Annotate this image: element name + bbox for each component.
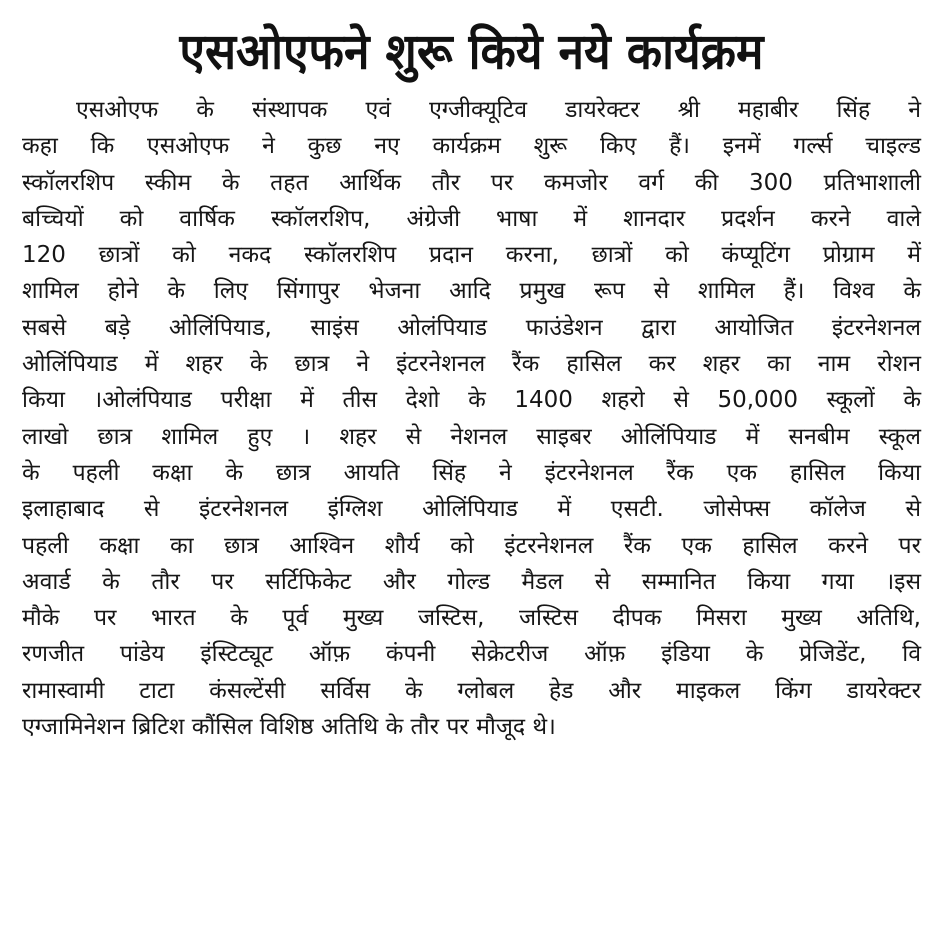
article-line: रणजीत पांडेय इंस्टिट्यूट ऑफ़ कंपनी सेक्रेटरीज ऑफ़ इंडिया के प्रेजिडेंट, वि [22, 641, 921, 668]
article-line: लाखो छात्र शामिल हुए । शहर से नेशनल साइबर ओलिंपियाड में सनबीम स्कूल [22, 423, 921, 450]
article-line: एग्जामिनेशन ब्रिटिश कौंसिल विशिष्ठ अतिथि के तौर पर मौजूद थे। [22, 714, 556, 741]
article-line: बच्चियों को वार्षिक स्कॉलरशिप, अंग्रेजी भाषा में शानदार प्रदर्शन करने वाले [22, 205, 921, 232]
article-line: 120 छात्रों को नकद स्कॉलरशिप प्रदान करना, छात्रों को कंप्यूटिंग प्रोग्राम में [22, 242, 921, 269]
article-line: किया ।ओलंपियाड परीक्षा में तीस देशो के 1400 शहरो से 50,000 स्कूलों के [22, 387, 921, 414]
article-line: पहली कक्षा का छात्र आश्विन शौर्य को इंटरनेशनल रैंक एक हासिल करने पर [22, 532, 921, 559]
article-line: मौके पर भारत के पूर्व मुख्य जस्टिस, जस्टिस दीपक मिसरा मुख्य अतिथि, [22, 605, 921, 632]
article-line: शामिल होने के लिए सिंगापुर भेजना आदि प्रमुख रूप से शामिल हैं। विश्व के [22, 278, 921, 305]
article-line: इलाहाबाद से इंटरनेशनल इंग्लिश ओलिंपियाड में एसटी. जोसेफ्स कॉलेज से [22, 496, 921, 523]
article-line: रामास्वामी टाटा कंसल्टेंसी सर्विस के ग्लोबल हेड और माइकल किंग डायरेक्टर [22, 677, 921, 704]
article-line: स्कॉलरशिप स्कीम के तहत आर्थिक तौर पर कमजोर वर्ग की 300 प्रतिभाशाली [22, 169, 921, 196]
article-line: एसओएफ के संस्थापक एवं एग्जीक्यूटिव डायरेक्टर श्री महाबीर सिंह ने [76, 97, 921, 123]
article-line: कहा कि एसओएफ ने कुछ नए कार्यक्रम शुरू किए हैं। इनमें गर्ल्स चाइल्ड [22, 133, 921, 160]
article-body [22, 92, 921, 745]
article-line: सबसे बड़े ओलिंपियाड, साइंस ओलंपियाड फाउंडेशन द्वारा आयोजित इंटरनेशनल [22, 314, 921, 341]
article-line: के पहली कक्षा के छात्र आयति सिंह ने इंटरनेशनल रैंक एक हासिल किया [22, 459, 921, 486]
article-line: अवार्ड के तौर पर सर्टिफिकेट और गोल्ड मैडल से सम्मानित किया गया ।इस [22, 568, 921, 595]
headline: एसओएफने शुरू किये नये कार्यक्रम [179, 21, 764, 81]
article-line: ओलिंपियाड में शहर के छात्र ने इंटरनेशनल रैंक हासिल कर शहर का नाम रोशन [22, 351, 921, 378]
